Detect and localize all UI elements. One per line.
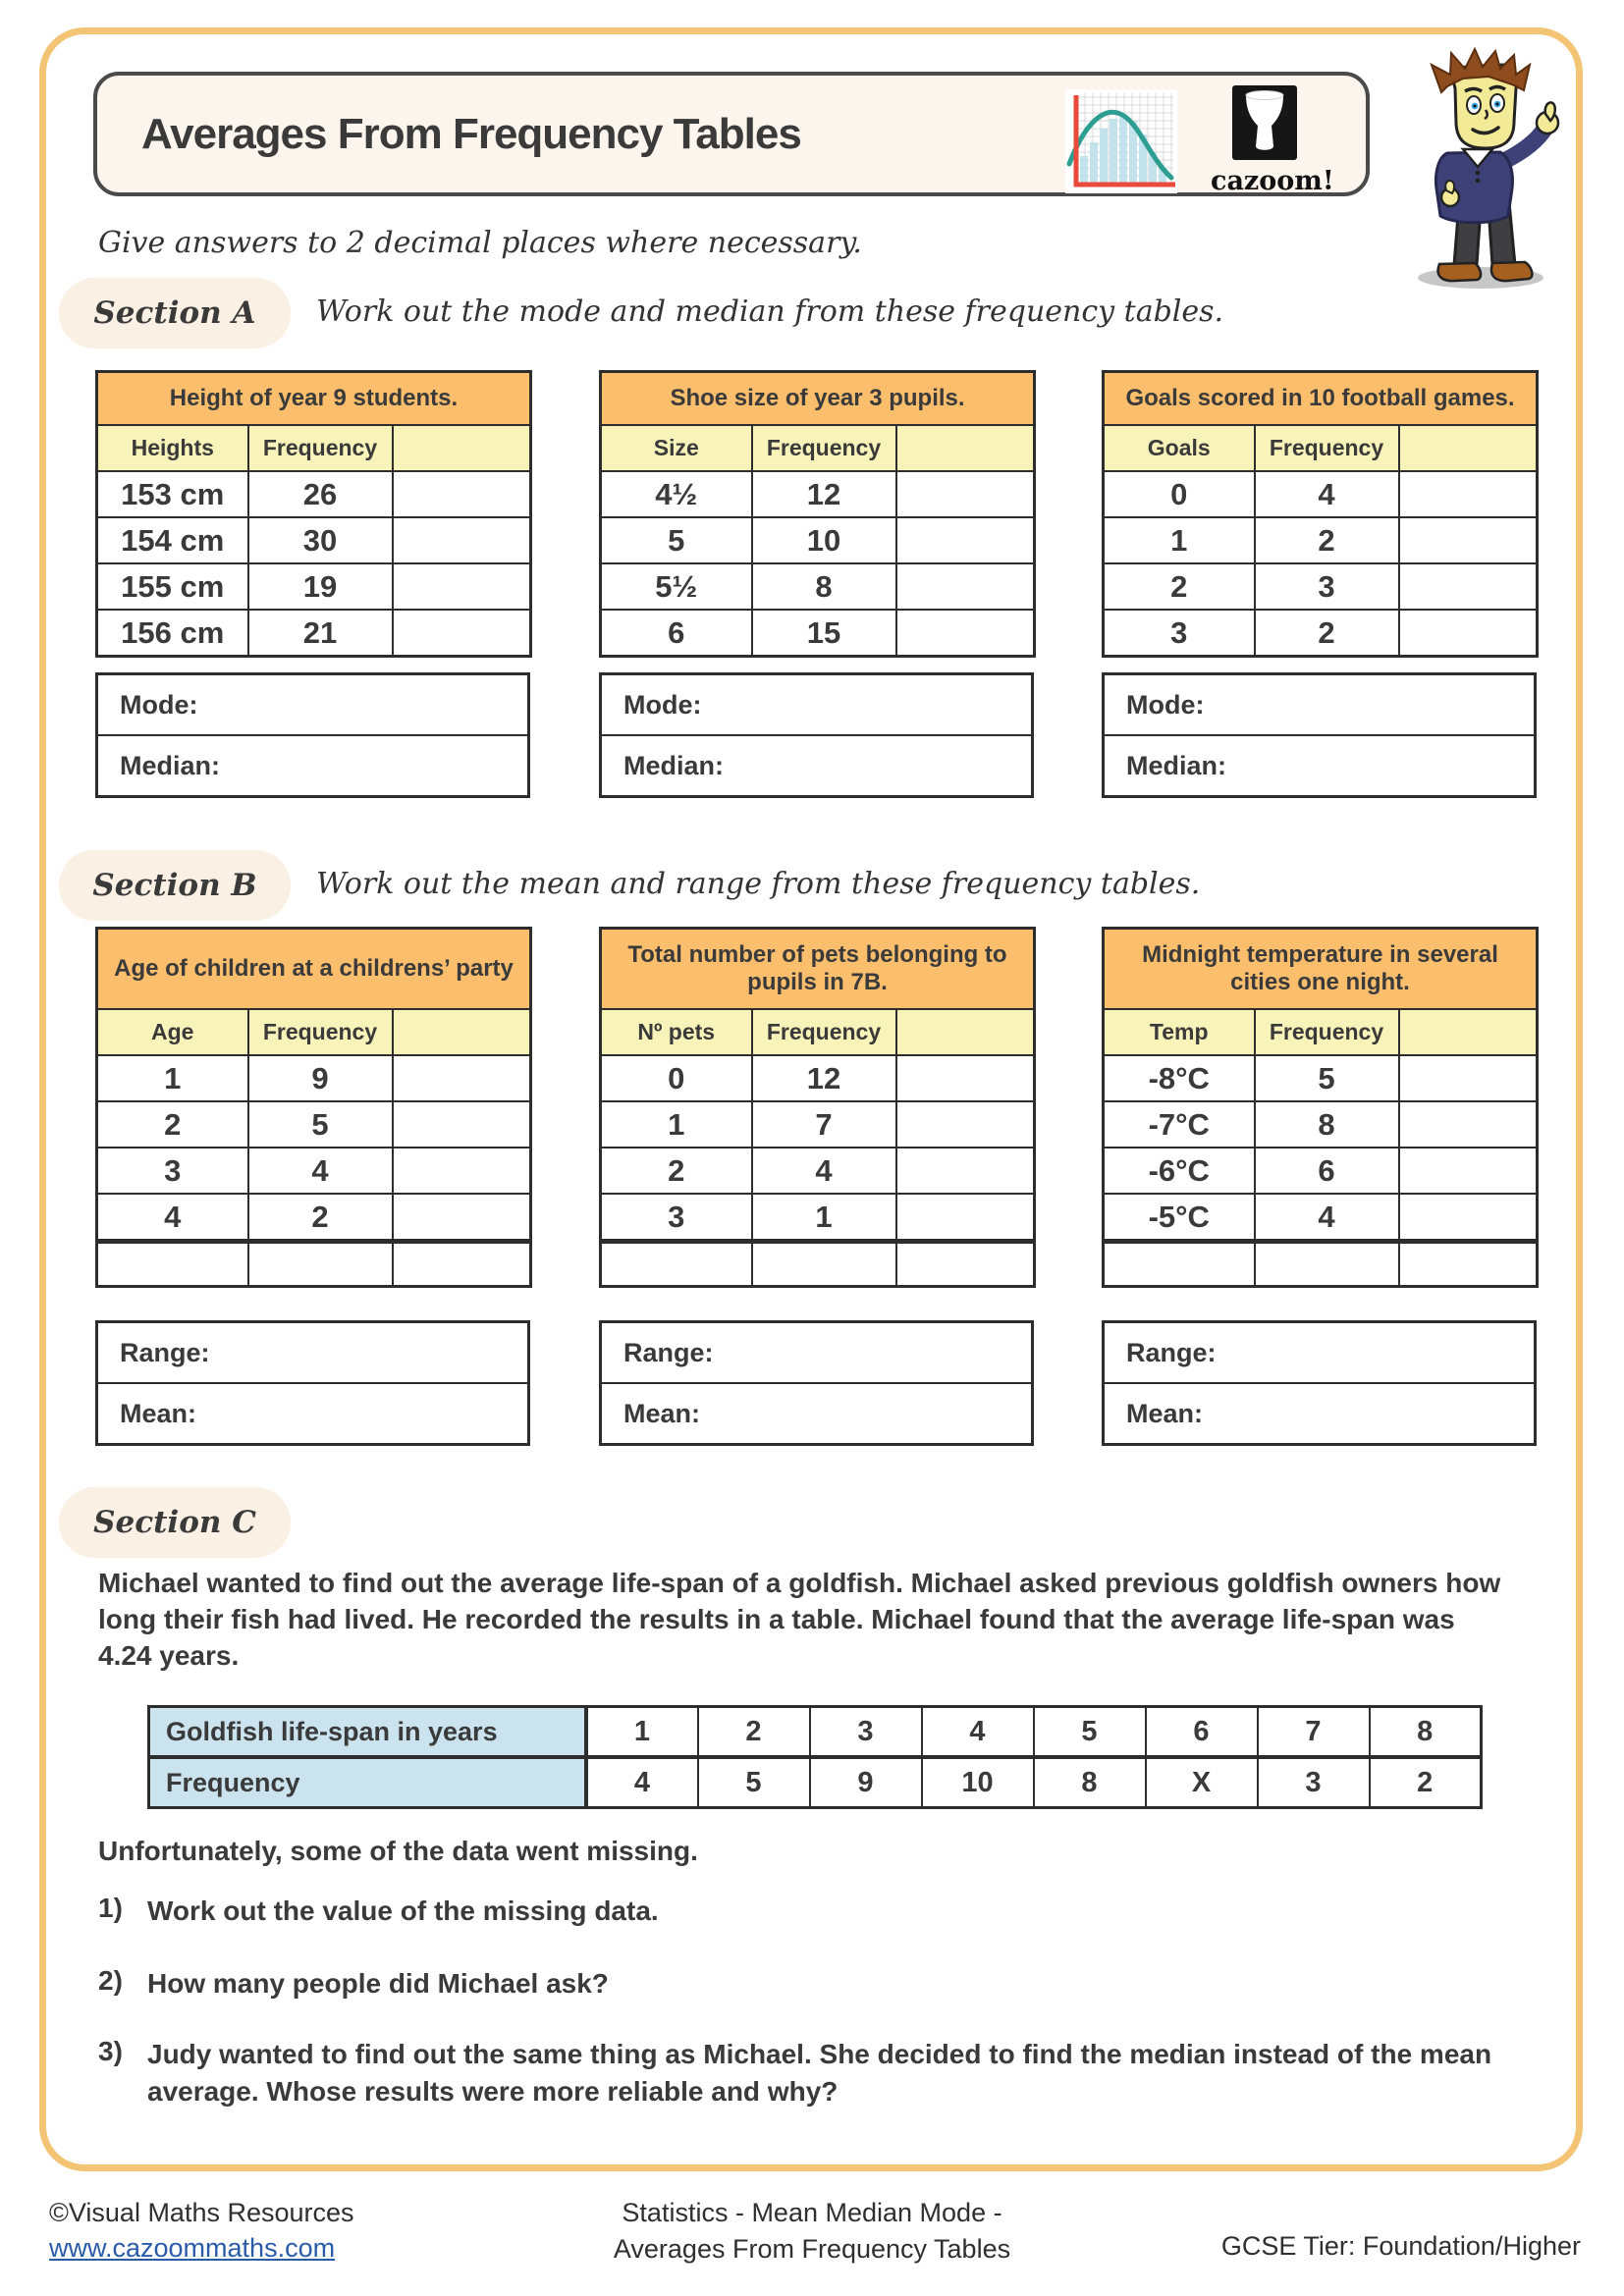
working-space-cell [1399, 1194, 1538, 1242]
range-mean-box [599, 1320, 1034, 1446]
freq-cell: 4 [1255, 471, 1399, 517]
working-space-cell [393, 1055, 531, 1101]
working-space-cell [1399, 471, 1538, 517]
value-cell: 2 [97, 1101, 248, 1148]
website-link[interactable]: www.cazoommaths.com [49, 2233, 336, 2263]
freq-cell: 2 [1255, 517, 1399, 563]
section-b-label: Section B [59, 850, 291, 921]
working-space-cell [1399, 610, 1538, 657]
range-answer-row: Range: [623, 1337, 714, 1367]
question-number: 1) [98, 1893, 123, 1923]
totals-cell [1104, 1242, 1255, 1287]
col-header: Age [97, 1009, 248, 1055]
freq-cell: 5 [248, 1101, 393, 1148]
col-header: Frequency [752, 425, 896, 471]
year-cell: 1 [586, 1707, 698, 1758]
question-number: 3) [98, 2036, 123, 2066]
question-3 [98, 2036, 1540, 2110]
value-cell: 5 [601, 517, 752, 563]
mode-answer-row: Mode: [120, 689, 198, 720]
freq-cell: 9 [810, 1757, 922, 1808]
col-header: Frequency [1255, 425, 1399, 471]
freq-cell: 7 [752, 1101, 896, 1148]
footer-topic [419, 2195, 1205, 2268]
freq-cell: 3 [1255, 563, 1399, 610]
goldfish-table [147, 1705, 1483, 1809]
working-space-cell [393, 1194, 531, 1242]
working-space-cell [1399, 425, 1538, 471]
freq-cell: 12 [752, 471, 896, 517]
value-cell: 3 [1104, 610, 1255, 657]
freq-cell: 4 [248, 1148, 393, 1194]
section-a-label: Section A [59, 278, 291, 348]
table-heights [95, 370, 532, 658]
value-cell: 2 [1104, 563, 1255, 610]
median-answer-row: Median: [1105, 734, 1534, 795]
working-space-cell [896, 1194, 1035, 1242]
value-cell: 153 cm [97, 471, 248, 517]
mean-answer-row: Mean: [1105, 1382, 1534, 1443]
totals-cell [601, 1242, 752, 1287]
freq-cell: 21 [248, 610, 393, 657]
mean-answer-row: Mean: [602, 1382, 1031, 1443]
freq-cell: 5 [1255, 1055, 1399, 1101]
freq-cell: 12 [752, 1055, 896, 1101]
value-cell: 4½ [601, 471, 752, 517]
copyright-text: ©Visual Maths Resources [49, 2198, 354, 2227]
value-cell: -5°C [1104, 1194, 1255, 1242]
working-space-cell [896, 471, 1035, 517]
value-cell: -6°C [1104, 1148, 1255, 1194]
totals-cell [393, 1242, 531, 1287]
working-space-cell [1399, 1101, 1538, 1148]
freq-cell: 2 [1370, 1757, 1482, 1808]
col-header: Frequency [248, 425, 393, 471]
col-header: Frequency [248, 1009, 393, 1055]
table-title: Goals scored in 10 football games. [1104, 372, 1538, 426]
footer-credits [49, 2195, 354, 2266]
value-cell: 1 [1104, 517, 1255, 563]
freq-cell: 2 [1255, 610, 1399, 657]
table-title: Total number of pets belonging to pupils in 7B. [601, 929, 1035, 1010]
col-header: Size [601, 425, 752, 471]
totals-cell [97, 1242, 248, 1287]
question-text: Work out the value of the missing data. [147, 1896, 659, 1926]
cazoom-logo [1211, 85, 1334, 196]
range-mean-box [95, 1320, 530, 1446]
row-label: Goldfish life-span in years [149, 1707, 586, 1758]
working-space-cell [1399, 517, 1538, 563]
topic-line-2: Averages From Frequency Tables [613, 2234, 1011, 2264]
working-space-cell [393, 610, 531, 657]
year-cell: 8 [1370, 1707, 1482, 1758]
working-space-cell [1399, 1148, 1538, 1194]
student-character-illustration [1394, 47, 1586, 293]
working-space-cell [896, 1101, 1035, 1148]
range-answer-row: Range: [120, 1337, 210, 1367]
value-cell: 0 [601, 1055, 752, 1101]
section-b-instruction: Work out the mean and range from these frequency tables. [316, 867, 1201, 901]
table-title: Midnight temperature in several cities one night. [1104, 929, 1538, 1010]
median-answer-row: Median: [98, 734, 527, 795]
freq-cell: 19 [248, 563, 393, 610]
question-number: 2) [98, 1965, 123, 1996]
freq-cell: 3 [1258, 1757, 1370, 1808]
missing-value-cell: X [1146, 1757, 1258, 1808]
mode-answer-row: Mode: [1126, 689, 1205, 720]
totals-cell [1255, 1242, 1399, 1287]
value-cell: -7°C [1104, 1101, 1255, 1148]
working-space-cell [896, 1055, 1035, 1101]
col-header: Frequency [1255, 1009, 1399, 1055]
value-cell: -8°C [1104, 1055, 1255, 1101]
working-space-cell [1399, 1055, 1538, 1101]
table-shoe-size [599, 370, 1036, 658]
value-cell: 5½ [601, 563, 752, 610]
working-space-cell [896, 517, 1035, 563]
value-cell: 6 [601, 610, 752, 657]
col-header: Heights [97, 425, 248, 471]
value-cell: 154 cm [97, 517, 248, 563]
working-space-cell [896, 425, 1035, 471]
table-title: Age of children at a childrens’ party [97, 929, 531, 1010]
freq-cell: 5 [698, 1757, 810, 1808]
value-cell: 1 [97, 1055, 248, 1101]
value-cell: 156 cm [97, 610, 248, 657]
freq-cell: 10 [752, 517, 896, 563]
freq-cell: 9 [248, 1055, 393, 1101]
year-cell: 5 [1034, 1707, 1146, 1758]
year-cell: 7 [1258, 1707, 1370, 1758]
question-text: How many people did Michael ask? [147, 1968, 609, 1999]
row-label: Frequency [149, 1757, 586, 1808]
working-space-cell [896, 1148, 1035, 1194]
freq-cell: 2 [248, 1194, 393, 1242]
mean-answer-row: Mean: [98, 1382, 527, 1443]
freq-cell: 10 [922, 1757, 1034, 1808]
value-cell: 1 [601, 1101, 752, 1148]
working-space-cell [896, 610, 1035, 657]
mode-median-box [1102, 672, 1537, 798]
histogram-icon [1065, 89, 1177, 193]
table-pets [599, 927, 1036, 1288]
working-space-cell [393, 1101, 531, 1148]
working-space-cell [1399, 1009, 1538, 1055]
table-title: Shoe size of year 3 pupils. [601, 372, 1035, 426]
working-space-cell [393, 517, 531, 563]
working-space-cell [393, 1009, 531, 1055]
working-space-cell [393, 471, 531, 517]
value-cell: 155 cm [97, 563, 248, 610]
freq-cell: 4 [752, 1148, 896, 1194]
working-space-cell [393, 425, 531, 471]
range-answer-row: Range: [1126, 1337, 1217, 1367]
median-answer-row: Median: [602, 734, 1031, 795]
col-header: Goals [1104, 425, 1255, 471]
table-goals [1102, 370, 1539, 658]
table-age [95, 927, 532, 1288]
freq-cell: 8 [1034, 1757, 1146, 1808]
section-c-paragraph: Michael wanted to find out the average life-span of a goldfish. Michael asked previous goldfish owners how long their fish had lived. He recorded the results in a table. Michael found that the average life-span was 4.24 years. [98, 1568, 1501, 1671]
freq-cell: 8 [752, 563, 896, 610]
col-header: Temp [1104, 1009, 1255, 1055]
working-space-cell [393, 1148, 531, 1194]
topic-line-1: Statistics - Mean Median Mode - [622, 2198, 1002, 2227]
mode-median-box [95, 672, 530, 798]
freq-cell: 15 [752, 610, 896, 657]
mode-answer-row: Mode: [623, 689, 702, 720]
mode-median-box [599, 672, 1034, 798]
col-header: Nº pets [601, 1009, 752, 1055]
cazoom-drum-icon [1232, 85, 1297, 160]
year-cell: 6 [1146, 1707, 1258, 1758]
page-title: Averages From Frequency Tables [141, 109, 801, 158]
totals-cell [752, 1242, 896, 1287]
question-text: Judy wanted to find out the same thing as Michael. She decided to find the median instead of the mean average. Whose results were more reliable and why? [147, 2039, 1492, 2107]
totals-cell [896, 1242, 1035, 1287]
freq-cell: 4 [586, 1757, 698, 1808]
footer-tier: GCSE Tier: Foundation/Higher [1220, 2231, 1581, 2261]
value-cell: 3 [97, 1148, 248, 1194]
section-a-instruction: Work out the mode and median from these frequency tables. [316, 294, 1224, 329]
question-1 [98, 1893, 659, 1930]
worksheet-note: Give answers to 2 decimal places where necessary. [98, 226, 862, 260]
working-space-cell [393, 563, 531, 610]
freq-cell: 8 [1255, 1101, 1399, 1148]
freq-cell: 26 [248, 471, 393, 517]
cazoom-logo-text: cazoom! [1211, 166, 1334, 196]
value-cell: 3 [601, 1194, 752, 1242]
year-cell: 4 [922, 1707, 1034, 1758]
value-cell: 0 [1104, 471, 1255, 517]
working-space-cell [896, 563, 1035, 610]
question-2 [98, 1965, 609, 2002]
totals-cell [248, 1242, 393, 1287]
range-mean-box [1102, 1320, 1537, 1446]
table-temperature [1102, 927, 1539, 1288]
col-header: Frequency [752, 1009, 896, 1055]
totals-cell [1399, 1242, 1538, 1287]
freq-cell: 1 [752, 1194, 896, 1242]
freq-cell: 6 [1255, 1148, 1399, 1194]
year-cell: 3 [810, 1707, 922, 1758]
working-space-cell [896, 1009, 1035, 1055]
freq-cell: 30 [248, 517, 393, 563]
year-cell: 2 [698, 1707, 810, 1758]
worksheet-header [93, 72, 1370, 196]
working-space-cell [1399, 563, 1538, 610]
freq-cell: 4 [1255, 1194, 1399, 1242]
missing-data-note: Unfortunately, some of the data went missing. [98, 1836, 698, 1866]
table-title: Height of year 9 students. [97, 372, 531, 426]
value-cell: 2 [601, 1148, 752, 1194]
value-cell: 4 [97, 1194, 248, 1242]
section-c-label: Section C [59, 1487, 291, 1558]
